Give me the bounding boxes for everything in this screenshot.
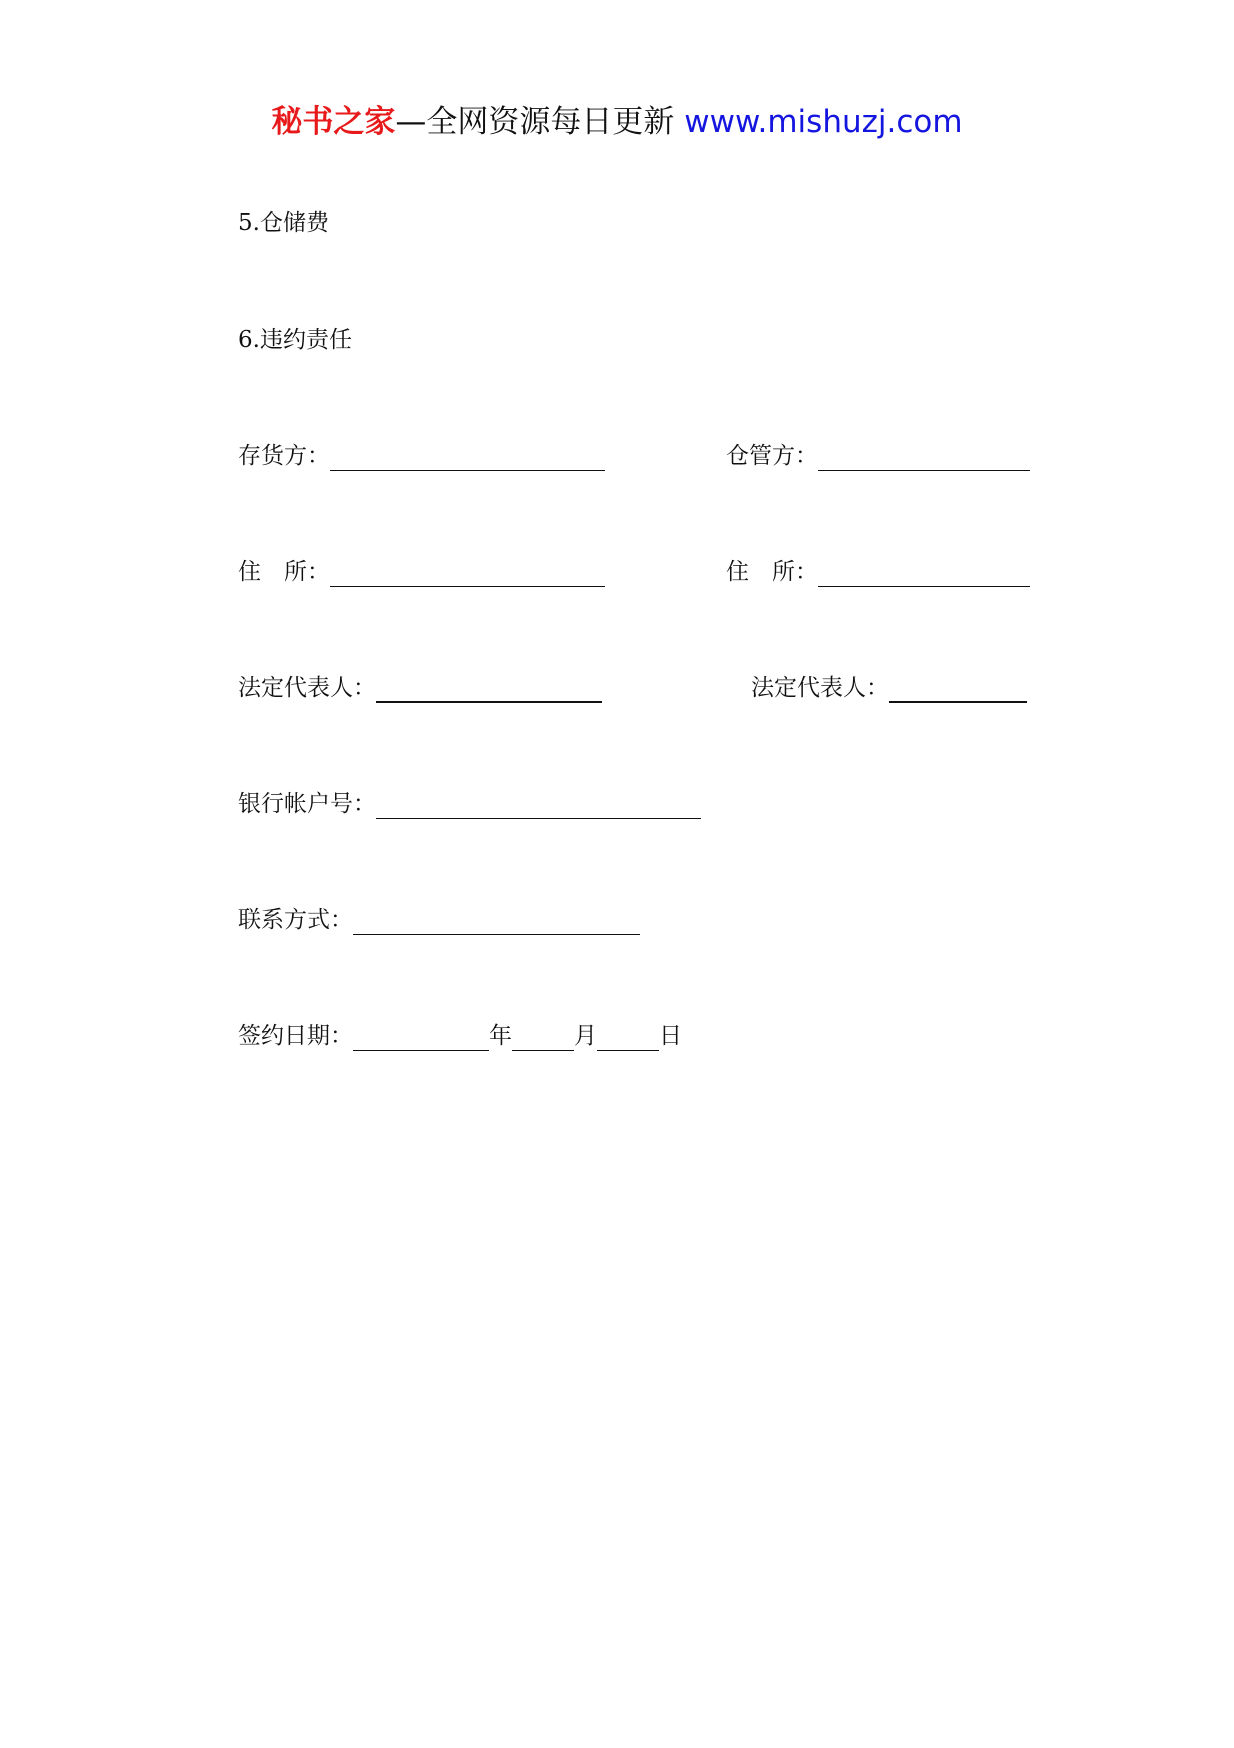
- contact-label: 联系方式：: [238, 907, 353, 933]
- bank-account-blank[interactable]: [376, 792, 701, 819]
- section-breach-liability: 6.违约责任: [238, 327, 352, 353]
- signing-day-blank[interactable]: [597, 1024, 659, 1051]
- depositor-label: 存货方：: [238, 443, 330, 469]
- section-storage-fee: 5.仓储费: [238, 210, 329, 236]
- warehouse-label: 仓管方：: [726, 443, 818, 469]
- depositor-field: [238, 441, 605, 471]
- signing-date-field: [238, 1021, 682, 1051]
- bank-account-label: 银行帐户号：: [238, 791, 376, 817]
- contact-blank[interactable]: [353, 908, 640, 935]
- legal-rep-right-label: 法定代表人：: [751, 675, 889, 701]
- signing-year-blank[interactable]: [353, 1024, 489, 1051]
- address-left-field: [238, 557, 605, 587]
- signing-date-label: 签约日期：: [238, 1023, 353, 1049]
- address-left-blank[interactable]: [330, 560, 605, 587]
- header-brand: 秘书之家: [271, 104, 396, 140]
- day-label: 日: [659, 1023, 682, 1049]
- depositor-blank[interactable]: [330, 444, 605, 471]
- signing-month-blank[interactable]: [512, 1024, 574, 1051]
- header-tagline: —全网资源每日更新: [395, 104, 675, 140]
- legal-rep-left-label: 法定代表人：: [238, 675, 376, 701]
- year-label: 年: [489, 1023, 512, 1049]
- legal-rep-right-blank[interactable]: [889, 675, 1027, 703]
- contact-field: [238, 905, 640, 935]
- warehouse-field: [726, 441, 1030, 471]
- month-label: 月: [574, 1023, 597, 1049]
- legal-rep-left-blank[interactable]: [376, 675, 602, 703]
- header-url-link[interactable]: www.mishuzj.com: [684, 104, 963, 140]
- legal-rep-right-field: [751, 673, 1027, 703]
- warehouse-blank[interactable]: [818, 444, 1030, 471]
- legal-rep-left-field: [238, 673, 602, 703]
- address-left-label: 住 所：: [238, 559, 330, 585]
- address-right-label: 住 所：: [726, 559, 818, 585]
- page-header: [0, 102, 1234, 142]
- bank-account-field: [238, 789, 701, 819]
- address-right-field: [726, 557, 1030, 587]
- address-right-blank[interactable]: [818, 560, 1030, 587]
